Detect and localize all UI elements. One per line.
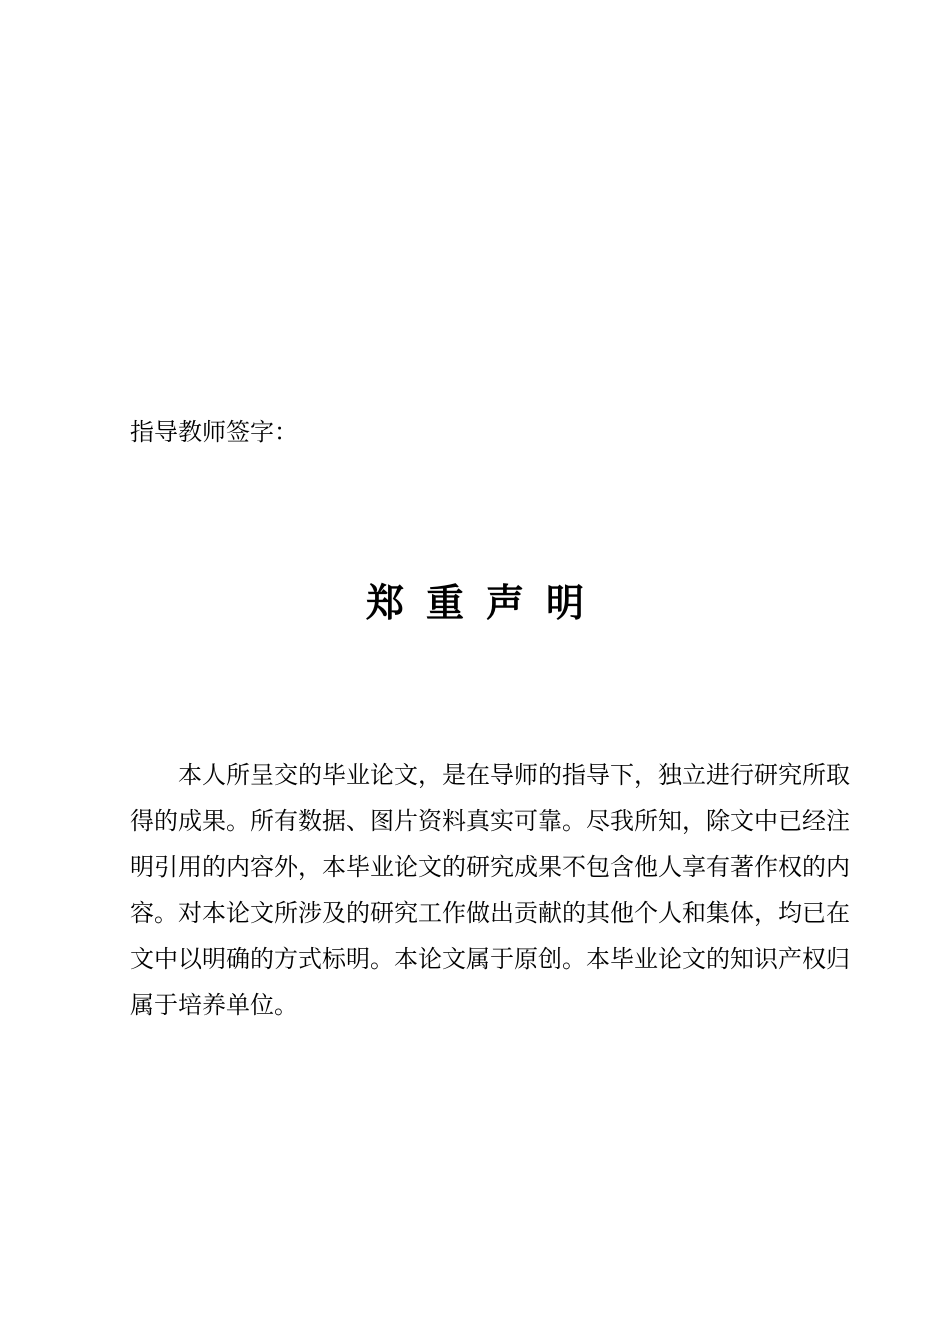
supervisor-signature-label: 指导教师签字： — [130, 418, 298, 446]
statement-body-paragraph: 本人所呈交的毕业论文，是在导师的指导下，独立进行研究所取得的成果。所有数据、图片资料真实可靠。尽我所知，除文中已经注明引用的内容外，本毕业论文的研究成果不包含他人享有著作权的内容。对本论文所涉及的研究工作做出贡献的其他个人和集体，均已在文中以明确的方式标明。本论文属于原创。本毕业论文的知识产权归属于培养单位。 — [130, 761, 850, 1019]
statement-title: 郑重声明 — [365, 580, 606, 625]
